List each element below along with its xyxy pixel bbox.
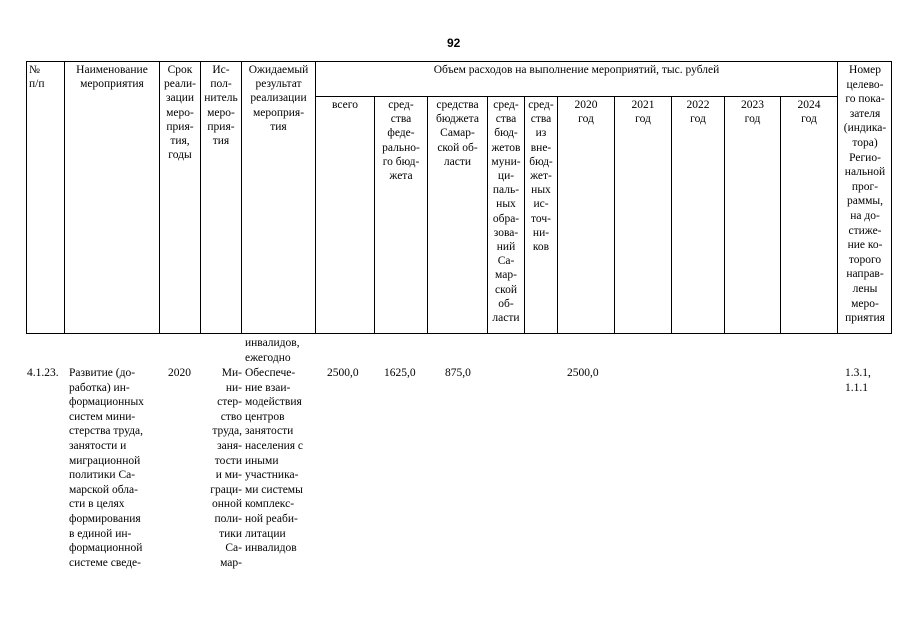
row-2020: 2500,0 xyxy=(567,367,599,379)
header-federal: сред- ства феде- рально- го бюд- жета xyxy=(382,99,420,183)
border-top xyxy=(26,61,838,62)
header-2024: 2024 год xyxy=(797,99,821,126)
header-2020: 2020 год xyxy=(574,99,598,126)
header-regional: средства бюджета Самар- ской об- ласти xyxy=(436,99,479,168)
header-name: Наименование мероприятия xyxy=(76,64,148,91)
header-2023: 2023 год xyxy=(741,99,764,126)
row-federal: 1625,0 xyxy=(384,367,416,379)
table-header xyxy=(26,61,838,334)
row-number: 4.1.23. xyxy=(27,367,59,379)
header-municipal: сред- ства бюд- жетов муни- ци- паль- ных обра- зова- ний Са- мар- ской об- ласти xyxy=(491,99,521,325)
indicator-border-right xyxy=(891,61,892,334)
header-expected: Ожидаемый результат реализации мероприя- тия xyxy=(248,64,309,133)
header-2022: 2022 год xyxy=(686,99,710,126)
header-executor: Ис- пол- нитель меро- прия- тия xyxy=(204,64,238,148)
header-total: всего xyxy=(332,99,358,111)
header-num: № п/п xyxy=(29,64,45,91)
row-term: 2020 xyxy=(168,367,191,379)
subheader-divider xyxy=(315,96,837,97)
row-name: Развитие (до- работка) ин- формационных систем мини- стерства труда, занятости и миграционной политики Са- марской обла- сти в целях формирования в единой ин- формационной системе сведе- xyxy=(69,367,144,569)
row-indicator: 1.3.1, 1.1.1 xyxy=(845,367,871,394)
row-expected: Обеспече- ние взаи- модействия центров занятости населения с иными участника- ми системы комплекс- ной реаби- литации инвалидов xyxy=(245,367,304,555)
page-number: 92 xyxy=(447,36,461,50)
row-regional: 875,0 xyxy=(445,367,471,379)
row-executor: Ми- ни- стер- ство труда, заня- тости и ми- граци- онной поли- тики Са- мар- xyxy=(210,367,242,569)
border-bottom xyxy=(26,333,838,334)
header-extrabudget: сред- ства из вне- бюд- жет- ных ис- точ- ни- ков xyxy=(528,99,554,254)
header-expenses: Объем расходов на выполнение мероприятий, тыс. рублей xyxy=(433,64,720,76)
carryover-text: инвалидов, ежегодно xyxy=(245,337,300,364)
header-term: Срок реали- зации меро- прия- тия, годы xyxy=(164,64,196,162)
header-2021: 2021 год xyxy=(631,99,655,126)
row-total: 2500,0 xyxy=(327,367,359,379)
border-left xyxy=(26,61,27,334)
header-indicator: Номер целево- го пока- зателя (индика- тора) Регио- нальной прог- раммы, на до- стиже- ние ко- торого направ- лены меро- приятия xyxy=(843,64,887,325)
